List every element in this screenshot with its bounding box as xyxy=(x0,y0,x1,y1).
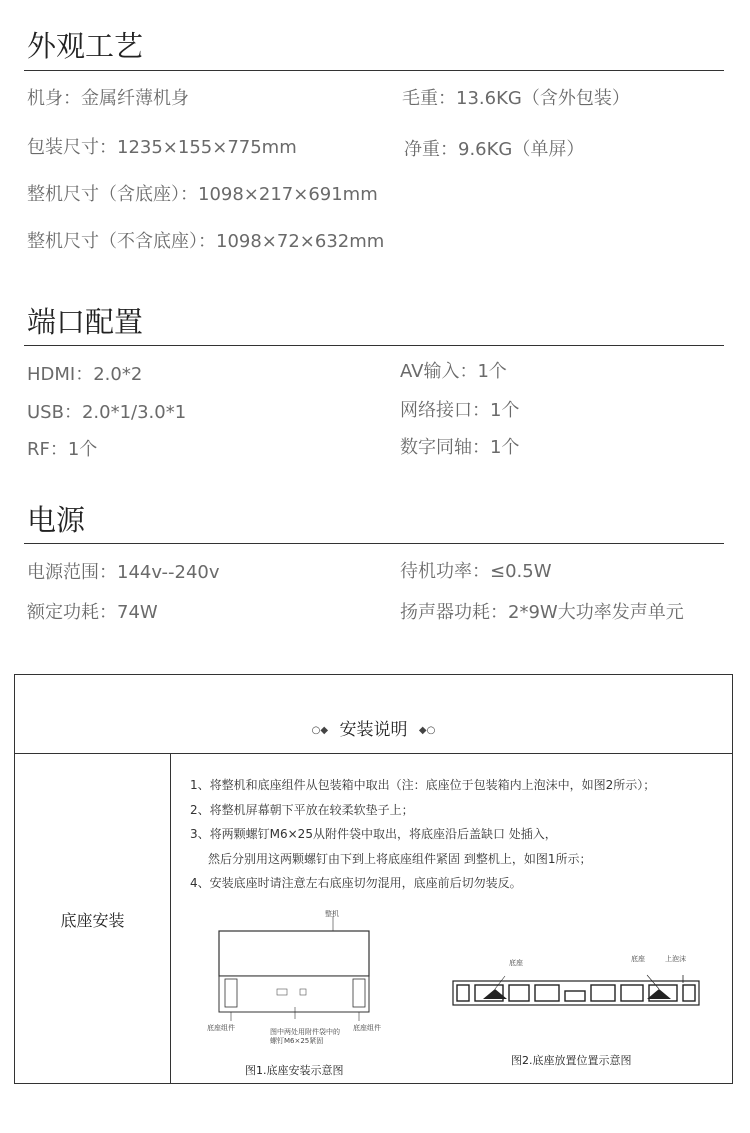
spec-size-with-stand: 整机尺寸（含底座）：1098×217×691mm xyxy=(27,184,378,205)
install-steps xyxy=(190,773,655,896)
spec-standby-power: 待机功率：≤0.5W xyxy=(400,561,552,582)
section-title-appearance: 外观工艺 xyxy=(27,29,144,63)
fig1-label-stand-left: 底座组件 xyxy=(207,1024,235,1032)
section-title-power: 电源 xyxy=(27,503,86,537)
fig1-label-stand-right: 底座组件 xyxy=(353,1024,381,1032)
diamond-ornament-icon: ◆○ xyxy=(418,724,436,736)
spec-rated-power: 额定功耗：74W xyxy=(27,602,158,623)
spec-net-weight: 净重：9.6KG（单屏） xyxy=(404,139,585,160)
section-divider xyxy=(24,543,724,544)
install-step: 4、安装底座时请注意左右底座切勿混用，底座前后切勿装反。 xyxy=(190,876,522,890)
install-header xyxy=(15,675,732,754)
fig1-caption: 图1.底座安装示意图 xyxy=(245,1064,344,1077)
spec-gross-weight: 毛重：13.6KG（含外包装） xyxy=(402,88,630,109)
spec-speaker-power: 扬声器功耗：2*9W大功率发声单元 xyxy=(400,602,684,623)
fig1-label-note-2: 螺钉M6×25紧固 xyxy=(270,1037,324,1045)
install-row-label: 底座安装 xyxy=(60,911,125,930)
spec-package-size: 包装尺寸：1235×155×775mm xyxy=(27,137,297,158)
spec-rf: RF：1个 xyxy=(27,439,98,460)
spec-coaxial: 数字同轴：1个 xyxy=(400,437,520,458)
spec-av-input: AV输入：1个 xyxy=(400,361,507,382)
install-step: 3、将两颗螺钉M6×25从附件袋中取出，将底座沿后盖缺口 处插入， xyxy=(190,827,557,841)
fig2-label-foam: 上泡沫 xyxy=(665,955,686,963)
fig1-label-note-1: 图中两处用附件袋中的 xyxy=(270,1028,340,1036)
fig1-label-tv: 整机 xyxy=(325,910,339,918)
spec-body: 机身：金属纤薄机身 xyxy=(27,88,189,109)
spec-size-without-stand: 整机尺寸（不含底座）：1098×72×632mm xyxy=(27,231,385,252)
spec-power-range: 电源范围：144v--240v xyxy=(27,562,220,583)
figure-1-stand-install-diagram xyxy=(205,911,385,1021)
diamond-ornament-icon: ○◆ xyxy=(311,724,329,736)
install-step: 2、将整机屏幕朝下平放在较柔软垫子上； xyxy=(190,802,414,817)
fig2-label-stand-right: 底座 xyxy=(631,955,645,963)
install-row-header xyxy=(15,753,171,1084)
install-step: 然后分别用这两颗螺钉由下到上将底座组件紧固 到整机上，如图1所示； xyxy=(208,851,592,866)
figure-2-stand-position-diagram xyxy=(451,971,701,1011)
spec-hdmi: HDMI：2.0*2 xyxy=(27,364,143,385)
install-table xyxy=(14,674,733,1084)
section-title-ports: 端口配置 xyxy=(27,305,144,339)
fig2-label-stand-left: 底座 xyxy=(509,959,523,967)
spec-network: 网络接口：1个 xyxy=(400,400,520,421)
section-divider xyxy=(24,70,724,71)
install-step: 1、将整机和底座组件从包装箱中取出（注：底座位于包装箱内上泡沫中，如图2所示）； xyxy=(190,778,656,792)
install-title: 安装说明 xyxy=(339,720,408,740)
fig2-caption: 图2.底座放置位置示意图 xyxy=(511,1054,632,1067)
section-divider xyxy=(24,345,724,346)
spec-usb: USB：2.0*1/3.0*1 xyxy=(27,402,187,423)
